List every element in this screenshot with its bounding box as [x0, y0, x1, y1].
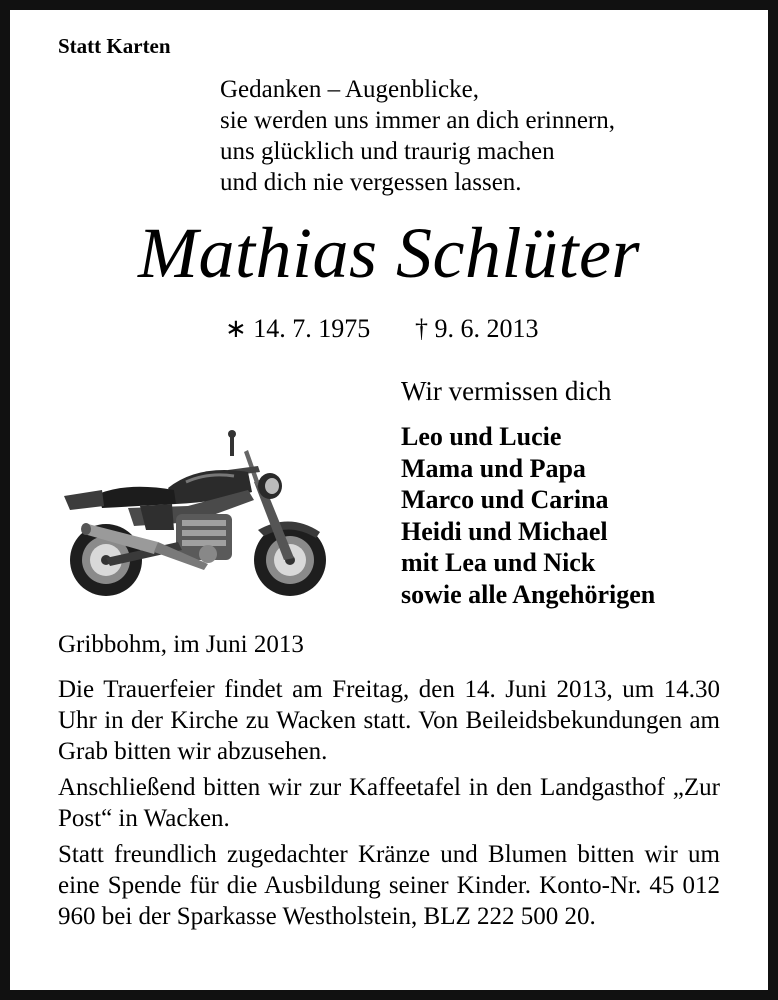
mourner-entry: Heidi und Michael [401, 516, 608, 546]
mourners-list [401, 421, 655, 610]
mourner-entry: Leo und Lucie [401, 422, 562, 451]
mourner-entry: Marco und Carina [401, 485, 609, 514]
poem-line: sie werden uns immer an dich erinnern, [220, 107, 616, 134]
place-date: Gribbohm, im Juni 2013 [58, 631, 304, 658]
mourner-entry: sowie alle Angehörigen [401, 579, 656, 609]
deceased-name: Mathias Schlüter [138, 213, 640, 293]
poem-line: Gedanken – Augenblicke, [220, 76, 479, 103]
paragraph: Statt freundlich zugedachter Kränze und Blumen bitten wir um eine Spende für die Ausbildung seiner Kinder. Konto-Nr. 45 012 960 bei der Sparkasse Westholstein, BLZ 222 500 20. [58, 841, 720, 930]
statt-karten-label: Statt Karten [58, 34, 171, 58]
funeral-details [58, 674, 720, 937]
mourners-intro: Wir vermissen dich [401, 376, 612, 406]
death-date: † 9. 6. 2013 [415, 314, 539, 343]
motorcycle-icon [58, 430, 330, 600]
paragraph: Die Trauerfeier findet am Freitag, den 14. Juni 2013, um 14.30 Uhr in der Kirche zu Wacken statt. Von Beileidsbekundungen am Grab bitten wir abzusehen. [58, 676, 720, 765]
paragraph: Anschließend bitten wir zur Kaffeetafel in den Landgasthof „Zur Post“ in Wacken. [58, 774, 720, 832]
mourner-entry: Mama und Papa [401, 453, 586, 483]
poem-line: uns glücklich und traurig machen [220, 138, 555, 165]
poem-line: und dich nie vergessen lassen. [220, 169, 522, 196]
birth-date: ∗ 14. 7. 1975 [225, 314, 371, 343]
mourner-entry: mit Lea und Nick [401, 548, 596, 577]
poem [220, 74, 720, 198]
